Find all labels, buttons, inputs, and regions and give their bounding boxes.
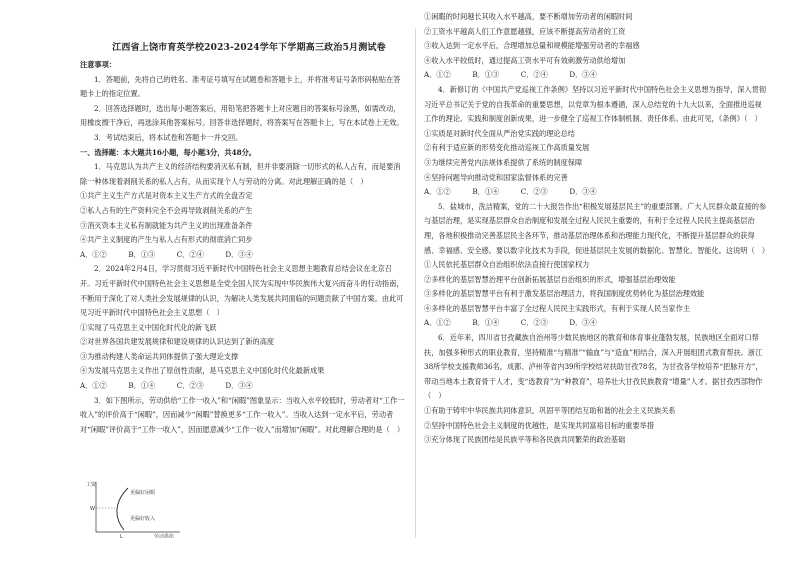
w-mark: W (90, 506, 95, 512)
question-6-option: ③充分体现了民族团结是民族平等和各民族共同繁荣的政治基础 (424, 435, 626, 445)
notice-item: 3．考试结束后，将本试卷和答题卡一并交回。 (94, 132, 243, 142)
question-1-option: ③消灭资本主义私有制就能为共产主义的出现准备条件 (80, 220, 253, 230)
l-mark: L (120, 534, 123, 538)
question-2-choices: A．①② B．①④ C．②③ D．③④ (80, 381, 253, 391)
question-3-option: ①闲暇的时间越长其收入水平越高，要不断增加劳动者的闲暇时间 (424, 12, 633, 21)
question-3-option: ②工资水平越高人们工作意愿越强，应该不断提高劳动者的工资 (424, 26, 626, 36)
question-6-stem: 6．近年来，四川省甘孜藏族自治州等少数民族地区的教育和体育事业蓬勃发展，民族地区全面对口帮扶，加强多种形式的职业教育，坚持精准“与精准”“输血”与“造血”相结合，深入开展组团式教育帮扶。浙江38所学校支援教师36名，成都、泸州等省内39所学校结对扶助甘孜78名，为甘孜各学校培养“把脉开方”，带动当地本土教育骨干人才，变“选教育”为“种教育”，培养壮大甘孜民族教育“增量”人才。据甘孜西部物作（ ） (424, 333, 763, 401)
question-1-option: ④共产主义制度的产生与私人占有形式的彻底消亡同步 (80, 235, 253, 245)
section-heading: 一、选择题：本大题共16小题，每小题3分，共48分。 (80, 147, 256, 157)
question-3-stem: 3．如下图所示，劳动供给“工作一收入”和“闲暇”图象显示：当收入水平较低时，劳动者对“工作一收入”的评价高于“闲暇”，因而减少“闲暇”替换更多“工作一收入”。当收入达到一定水平后，劳动者对“闲暇”评价高于“工作一收入”，因而愿意减少“工作一收入”而增加“闲暇”。对此理解合理的是（ ） (80, 395, 405, 434)
question-5-option: ②多样化的基层智慧治理平台创新拓展基层自治组织的形式，增强基层治理效能 (424, 274, 676, 284)
curve-label-income: 更偏好收入 (130, 516, 156, 522)
labor-supply-svg (84, 478, 184, 538)
supply-curve (117, 488, 128, 530)
question-4-option: ②有利于适应新的形势变化推动巡视工作高质量发展 (424, 143, 590, 153)
question-5-option: ①人民依托基层群众自治组织依法直接行使国家权力 (424, 260, 590, 270)
question-4-stem: 4．新修订的《中国共产党巡视工作条例》坚持以习近平新时代中国特色社会主义思想为指导，深入贯彻习近平总书记关于党的自我革命的重要思想，以党章为根本遵循，深入总结党的十九大以来，全面推进巡视工作的理论、实践和制度创新成果，进一步健全了巡视工作体制机制、责任体系。由此可见，《条例》（ ） (424, 84, 767, 124)
question-4-option: ③为继续完善党内法规体系提供了系统的制度保障 (424, 157, 583, 167)
question-2-option: ③为推动构建人类命运共同体提供了强大理论支撑 (80, 351, 239, 361)
question-4-option: ④坚持问题导向推动党和国家监督体系的完善 (424, 172, 568, 182)
question-1-choices: A．①② B．①③ C．②④ D．③④ (80, 249, 253, 259)
column-divider (415, 28, 416, 538)
question-6-option: ②坚持中国特色社会主义制度的优越性，是实现共同富裕目标的重要举措 (424, 420, 655, 430)
y-axis-label: 工资 (86, 482, 97, 488)
question-2-option: ②对世界各国共建发展规律和建设规律的认识达到了新的高度 (80, 337, 275, 347)
question-3-option: ④收入水平较低时，通过提高工资水平可有效刺激劳动供给增加 (424, 55, 626, 65)
question-2-stem: 2．2024年2月4日，学习贯彻习近平新时代中国特色社会主义思想主题教育总结会议在北京召开。习近平新时代中国特色社会主义思想是全党全国人民为实现中华民族伟大复兴而奋斗的行动指南，不断用于深化了对人类社会发展规律的认识，为解决人类发展共同面临的问题贡献了中国方案。由此可见习近平新时代中国特色社会主义思想（ ） (80, 264, 404, 318)
question-6-option: ①有助于铸牢中华民族共同体意识，巩固平等团结互助和谐的社会主义民族关系 (424, 406, 676, 416)
question-4-choices: A．①② B．①④ C．②③ D．③④ (424, 187, 597, 197)
question-5-choices: A．①② B．①④ C．②③ D．③④ (424, 318, 597, 328)
question-2-option: ①实现了马克思主义中国化时代化的新飞跃 (80, 322, 217, 332)
question-5-option: ④多样化的基层智慧平台丰富了全过程人民民主实践形式，有利于实现人民当家作主 (424, 303, 690, 313)
right-column (424, 10, 768, 448)
question-5-stem: 5．盐城市，洗洁精案，党的二十大报告作出“积极发展基层民主”的重要部署。广大人民群众最直接的参与基层治理，是实现基层群众自治制度和发展全过程人民民主重要的，有利于全过程人民民主提高基层治理，各地积极推动完善基层民主各环节，推动基层治理体系和治理能力现代化，不断提升基层群众的获得感、幸福感、安全感。要以数字化技术为手段，促进基层民主发展的数据化、智慧化、智能化。这说明（ ） (424, 201, 770, 255)
question-3-choices: A．①② B．①③ C．②④ D．③④ (424, 70, 597, 80)
left-column (80, 58, 406, 437)
question-2-option: ④为发展马克思主义作出了原创性贡献，是马克思主义中国化时代化最新成果 (80, 366, 325, 376)
question-5-option: ③多样化的基层智慧平台有利于激发基层治理活力，将我国制度优势转化为基层治理效能 (424, 289, 705, 299)
question-4-option: ①实质是对新时代全面从严治党实践的理论总结 (424, 128, 575, 138)
notice-item: 2．回答选择题时，选出每小题答案后，用铅笔把答题卡上对应题目的答案标号涂黑，如需改动，用橡皮擦干净后，再选涂其他答案标号。回答非选择题时，将答案写在答题卡上，写在本试卷上无效。 (80, 103, 404, 128)
notice-heading: 注意事项： (80, 60, 116, 69)
question-1-option: ②私人占有的生产资料完全不会再导致剥削关系的产生 (80, 205, 253, 215)
curve-label-leisure: 更偏好闲暇 (130, 490, 156, 496)
labor-supply-figure (84, 478, 184, 538)
exam-title: 江西省上饶市育英学校2023-2024学年下学期高三政治5月测试卷 (112, 43, 386, 53)
question-1-option: ①共产主义生产方式是对资本主义生产方式的全盘否定 (80, 191, 253, 201)
question-1-stem: 1．马克思认为共产主义的经济结构要消灭私有制，但并非要消除一切形式的私人占有，而是要消除一种体现着剥削关系的私人占有，从而实现个人与劳动的分离。对此理解正确的是（ ） (80, 162, 401, 186)
notice-item: 1．答题前，先将自己的姓名、准考证号填写在试题卷和答题卡上，并将准考证号条形码粘贴在答题卡上的指定位置。 (80, 74, 401, 99)
question-3-option: ③收入达到一定水平后，合理增加总量和规模能增强劳动者的幸福感 (424, 41, 640, 51)
x-axis-label: 劳动供给 (154, 534, 175, 538)
